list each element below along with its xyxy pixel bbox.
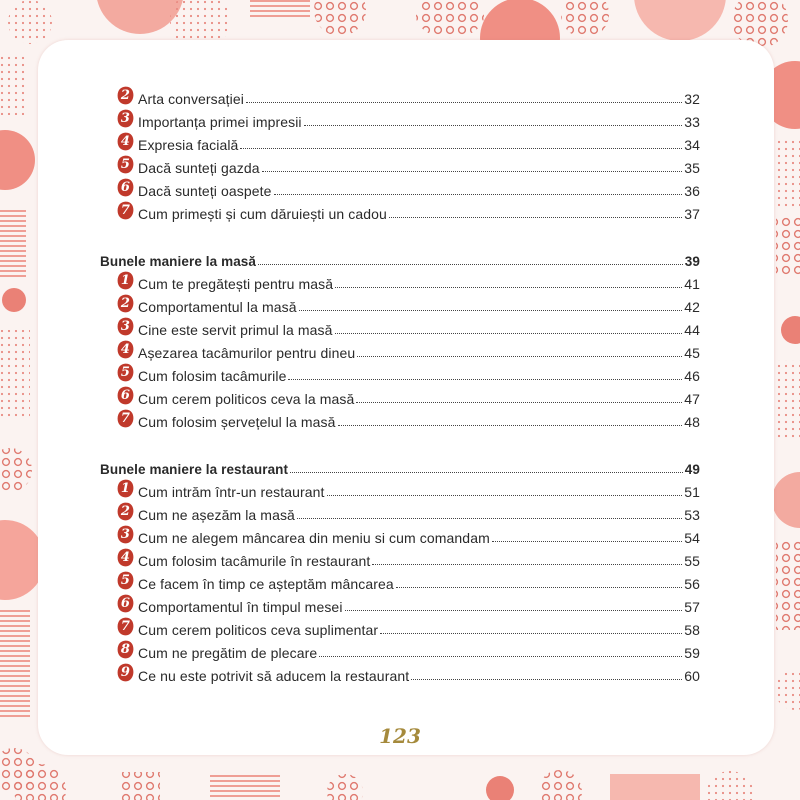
entry-title: Cum ne așezăm la masă bbox=[138, 507, 295, 523]
number-badge-icon bbox=[117, 132, 134, 151]
section-page: 39 bbox=[684, 254, 700, 269]
section-title: Bunele maniere la masă bbox=[100, 254, 257, 269]
entry-title: Cum folosim tacâmurile în restaurant bbox=[138, 553, 371, 569]
entry-number: 3 bbox=[120, 111, 131, 126]
toc-entry[interactable] bbox=[100, 523, 700, 546]
number-badge-icon bbox=[117, 340, 134, 359]
number-badge-icon bbox=[117, 155, 134, 174]
number-badge-icon bbox=[117, 86, 134, 105]
number-badge-icon bbox=[117, 363, 134, 382]
entry-title: Cum cerem politicos ceva la masă bbox=[138, 391, 355, 407]
dot-leader bbox=[411, 679, 682, 680]
dot-leader bbox=[290, 472, 683, 473]
page-number: 123 bbox=[379, 724, 421, 748]
section-page: 49 bbox=[684, 462, 700, 477]
entry-page: 57 bbox=[684, 599, 700, 615]
dot-leader bbox=[389, 217, 682, 218]
entry-page: 59 bbox=[684, 645, 700, 661]
toc-entry[interactable] bbox=[100, 384, 700, 407]
entry-title: Cum folosim tacâmurile bbox=[138, 368, 287, 384]
entry-number: 1 bbox=[120, 273, 131, 288]
entry-page: 58 bbox=[684, 622, 700, 638]
entry-title: Cine este servit primul la masă bbox=[138, 322, 333, 338]
dot-leader bbox=[335, 333, 683, 334]
entry-title: Cum intrăm într-un restaurant bbox=[138, 484, 325, 500]
entry-page: 54 bbox=[684, 530, 700, 546]
entry-page: 44 bbox=[684, 322, 700, 338]
toc-entry[interactable] bbox=[100, 269, 700, 292]
entry-title: Cum ne pregătim de plecare bbox=[138, 645, 318, 661]
dot-leader bbox=[304, 125, 683, 126]
dot-leader bbox=[274, 194, 683, 195]
dot-leader bbox=[345, 610, 683, 611]
entry-page: 33 bbox=[684, 114, 700, 130]
dot-leader bbox=[240, 148, 682, 149]
entry-page: 36 bbox=[684, 183, 700, 199]
dot-leader bbox=[299, 310, 683, 311]
entry-page: 56 bbox=[684, 576, 700, 592]
entry-title: Ce nu este potrivit să aducem la restaurant bbox=[138, 668, 410, 684]
section-gap bbox=[100, 430, 700, 454]
dot-leader bbox=[258, 264, 683, 265]
entry-number: 5 bbox=[120, 157, 131, 172]
entry-number: 1 bbox=[120, 481, 131, 496]
entry-number: 4 bbox=[120, 134, 131, 149]
dot-leader bbox=[319, 656, 682, 657]
dot-leader bbox=[380, 633, 682, 634]
entry-number: 5 bbox=[120, 365, 131, 380]
entry-page: 34 bbox=[684, 137, 700, 153]
entry-number: 6 bbox=[120, 596, 131, 611]
number-badge-icon bbox=[117, 571, 134, 590]
number-badge-icon bbox=[117, 479, 134, 498]
entry-title: Ce facem în timp ce așteptăm mâncarea bbox=[138, 576, 394, 592]
toc-entry[interactable] bbox=[100, 315, 700, 338]
entry-page: 32 bbox=[684, 91, 700, 107]
entry-number: 6 bbox=[120, 388, 131, 403]
number-badge-icon bbox=[117, 109, 134, 128]
toc-entry[interactable] bbox=[100, 477, 700, 500]
entry-page: 46 bbox=[684, 368, 700, 384]
entry-number: 2 bbox=[120, 296, 131, 311]
toc-entry[interactable] bbox=[100, 153, 700, 176]
dot-leader bbox=[338, 425, 683, 426]
number-badge-icon bbox=[117, 386, 134, 405]
entry-number: 5 bbox=[120, 573, 131, 588]
entry-title: Arta conversației bbox=[138, 91, 244, 107]
toc-entry[interactable] bbox=[100, 107, 700, 130]
number-badge-icon bbox=[117, 548, 134, 567]
toc-entry[interactable] bbox=[100, 199, 700, 222]
entry-number: 7 bbox=[120, 411, 131, 426]
number-badge-icon bbox=[117, 409, 134, 428]
entry-page: 35 bbox=[684, 160, 700, 176]
entry-page: 53 bbox=[684, 507, 700, 523]
entry-title: Importanța primei impresii bbox=[138, 114, 302, 130]
entry-number: 4 bbox=[120, 550, 131, 565]
toc-entry[interactable] bbox=[100, 338, 700, 361]
entry-title: Cum cerem politicos ceva suplimentar bbox=[138, 622, 379, 638]
dot-leader bbox=[246, 102, 682, 103]
number-badge-icon bbox=[117, 317, 134, 336]
toc-entry[interactable] bbox=[100, 292, 700, 315]
toc-entry[interactable] bbox=[100, 130, 700, 153]
entry-page: 48 bbox=[684, 414, 700, 430]
entry-number: 7 bbox=[120, 203, 131, 218]
toc-entry[interactable] bbox=[100, 569, 700, 592]
toc-entry[interactable] bbox=[100, 361, 700, 384]
entry-page: 42 bbox=[684, 299, 700, 315]
entry-number: 2 bbox=[120, 88, 131, 103]
table-of-contents bbox=[100, 84, 700, 684]
toc-entry[interactable] bbox=[100, 176, 700, 199]
number-badge-icon bbox=[117, 178, 134, 197]
entry-page: 55 bbox=[684, 553, 700, 569]
section-title: Bunele maniere la restaurant bbox=[100, 462, 289, 477]
number-badge-icon bbox=[117, 525, 134, 544]
entry-page: 37 bbox=[684, 206, 700, 222]
toc-entry[interactable] bbox=[100, 615, 700, 638]
dot-leader bbox=[396, 587, 682, 588]
entry-number: 9 bbox=[120, 665, 131, 680]
toc-entry[interactable] bbox=[100, 592, 700, 615]
toc-section-heading[interactable] bbox=[100, 246, 700, 269]
entry-title: Dacă sunteți gazda bbox=[138, 160, 260, 176]
number-badge-icon bbox=[117, 594, 134, 613]
number-badge-icon bbox=[117, 502, 134, 521]
dot-leader bbox=[288, 379, 682, 380]
entry-page: 60 bbox=[684, 668, 700, 684]
entry-page: 51 bbox=[684, 484, 700, 500]
number-badge-icon bbox=[117, 201, 134, 220]
entry-number: 6 bbox=[120, 180, 131, 195]
number-badge-icon bbox=[117, 294, 134, 313]
entry-number: 3 bbox=[120, 527, 131, 542]
toc-entry[interactable] bbox=[100, 84, 700, 107]
dot-leader bbox=[327, 495, 683, 496]
entry-title: Cum primești și cum dăruiești un cadou bbox=[138, 206, 387, 222]
number-badge-icon bbox=[117, 271, 134, 290]
entry-title: Comportamentul la masă bbox=[138, 299, 297, 315]
toc-entry[interactable] bbox=[100, 661, 700, 684]
number-badge-icon bbox=[117, 640, 134, 659]
dot-leader bbox=[372, 564, 682, 565]
dot-leader bbox=[262, 171, 683, 172]
entry-page: 41 bbox=[684, 276, 700, 292]
entry-title: Comportamentul în timpul mesei bbox=[138, 599, 343, 615]
entry-title: Cum folosim șervețelul la masă bbox=[138, 414, 336, 430]
entry-number: 4 bbox=[120, 342, 131, 357]
entry-title: Așezarea tacâmurilor pentru dineu bbox=[138, 345, 356, 361]
dot-leader bbox=[492, 541, 682, 542]
toc-section-heading[interactable] bbox=[100, 454, 700, 477]
number-badge-icon bbox=[117, 663, 134, 682]
toc-entry[interactable] bbox=[100, 638, 700, 661]
entry-title: Dacă sunteți oaspete bbox=[138, 183, 272, 199]
entry-number: 8 bbox=[120, 642, 131, 657]
number-badge-icon bbox=[117, 617, 134, 636]
section-gap bbox=[100, 222, 700, 246]
dot-leader bbox=[357, 356, 682, 357]
entry-number: 7 bbox=[120, 619, 131, 634]
toc-entry[interactable] bbox=[100, 546, 700, 569]
entry-number: 3 bbox=[120, 319, 131, 334]
toc-entry[interactable] bbox=[100, 407, 700, 430]
toc-entry[interactable] bbox=[100, 500, 700, 523]
entry-title: Cum ne alegem mâncarea din meniu si cum comandam bbox=[138, 530, 490, 546]
entry-page: 47 bbox=[684, 391, 700, 407]
entry-title: Expresia facială bbox=[138, 137, 239, 153]
entry-page: 45 bbox=[684, 345, 700, 361]
dot-leader bbox=[356, 402, 682, 403]
dot-leader bbox=[297, 518, 682, 519]
entry-title: Cum te pregătești pentru masă bbox=[138, 276, 334, 292]
entry-number: 2 bbox=[120, 504, 131, 519]
dot-leader bbox=[335, 287, 682, 288]
